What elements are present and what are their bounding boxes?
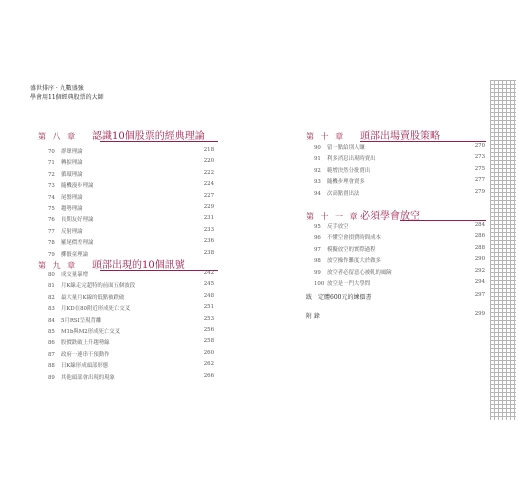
appendix-entry[interactable]: [306, 311, 485, 320]
chapter-number: 第 八 章: [38, 132, 78, 141]
toc-entry[interactable]: [314, 256, 485, 267]
entry-page: 233: [203, 226, 214, 233]
toc-entry[interactable]: [48, 327, 214, 338]
toc-entry[interactable]: [48, 204, 214, 215]
entry-number: 92: [314, 167, 321, 174]
entry-number: 78: [48, 240, 55, 247]
entry-title: 趨勢理論: [61, 205, 83, 212]
toc-entry[interactable]: [48, 170, 214, 181]
book-title-line-1: 盛世排序 · 九數盛強: [30, 85, 84, 92]
toc-entry[interactable]: [314, 268, 485, 279]
toc-entry[interactable]: [48, 193, 214, 204]
entry-page: 245: [203, 281, 214, 288]
entry-title: 放空者必留意心被軋的風險: [327, 269, 392, 276]
entry-page: 258: [203, 338, 214, 345]
toc-entry[interactable]: [48, 238, 214, 249]
chapter-heading: [306, 127, 440, 142]
toc-entry[interactable]: [48, 350, 214, 361]
entry-number: 99: [314, 269, 321, 276]
toc-list: [48, 147, 214, 261]
chapter-rule: [100, 141, 218, 142]
chapter-heading: [38, 256, 185, 271]
entry-page: 256: [203, 326, 214, 333]
toc-entry[interactable]: [314, 166, 485, 177]
entry-page: 227: [203, 192, 214, 199]
entry-page: 220: [203, 158, 214, 165]
entry-title: 擲骰童理論: [61, 251, 88, 258]
entry-number: 98: [314, 258, 321, 265]
toc-entry[interactable]: [48, 304, 214, 315]
entry-title: 放空操作難度大於做多: [327, 258, 381, 265]
toc-entry[interactable]: [48, 147, 214, 158]
toc-entry[interactable]: [48, 373, 214, 384]
entry-number: 83: [48, 306, 55, 313]
entry-title: 模擬放空的實際過程: [327, 246, 376, 253]
entry-title: 隨機步理會賣多: [327, 179, 365, 186]
entry-title: 股價跌破上升趨勢線: [61, 340, 110, 347]
toc-entry[interactable]: [48, 158, 214, 169]
entry-title: 日K線形成頭部形態: [61, 363, 109, 370]
entry-number: 81: [48, 283, 55, 290]
entry-title: 範增決然分批賣出: [327, 167, 371, 174]
entry-title: 月KD在80附近形成死亡交叉: [61, 306, 131, 313]
entry-title: 羅尾價差理論: [61, 240, 94, 247]
entry-number: 70: [48, 149, 55, 155]
entry-number: 97: [314, 246, 321, 253]
entry-page: 236: [203, 238, 214, 245]
entry-page: 231: [203, 215, 214, 222]
entry-page: 248: [203, 292, 214, 299]
entry-page: 224: [203, 181, 214, 188]
toc-entry[interactable]: [48, 361, 214, 372]
postscript-page: 297: [474, 292, 485, 298]
entry-page: 290: [474, 256, 485, 263]
entry-title: 留一點給別人賺: [327, 145, 365, 151]
entry-title: 隨機漫步理論: [61, 183, 94, 190]
toc-entry[interactable]: [48, 316, 214, 327]
postscript-entry[interactable]: [306, 292, 485, 301]
entry-title: 成交量暴增: [61, 272, 88, 278]
entry-page: 284: [474, 222, 485, 228]
entry-number: 87: [48, 351, 55, 358]
entry-title: 不懂空會損費時間成本: [327, 235, 381, 242]
toc-entry[interactable]: [48, 181, 214, 192]
entry-page: 279: [474, 188, 485, 195]
entry-number: 77: [48, 228, 55, 235]
entry-number: 72: [48, 171, 55, 178]
toc-entry[interactable]: [48, 293, 214, 304]
entry-title: 長期友好理論: [61, 217, 94, 224]
toc-entry[interactable]: [48, 338, 214, 349]
appendix-page: 299: [474, 311, 485, 317]
entry-number: 96: [314, 235, 321, 242]
toc-entry[interactable]: [314, 154, 485, 165]
entry-number: 95: [314, 224, 321, 230]
toc-entry[interactable]: [314, 222, 485, 233]
chapter-number: 第 十 章: [306, 132, 346, 141]
toc-entry[interactable]: [48, 227, 214, 238]
entry-number: 85: [48, 328, 55, 335]
entry-page: 242: [203, 270, 214, 276]
entry-number: 80: [48, 272, 55, 278]
entry-title: 轉捩理論: [61, 160, 83, 167]
toc-entry[interactable]: [314, 233, 485, 244]
entry-title: 最大量月K線的低點被跌破: [61, 294, 125, 301]
chapter-title: 頭部出現的10個訊號: [92, 260, 185, 271]
entry-title: 利多消息出現時賣出: [327, 156, 376, 163]
entry-title: 尾盤理論: [61, 194, 83, 201]
toc-entry[interactable]: [314, 143, 485, 154]
toc-entry[interactable]: [48, 270, 214, 281]
grid-pattern: [490, 80, 516, 420]
entry-page: 275: [474, 165, 485, 172]
toc-entry[interactable]: [314, 279, 485, 290]
chapter-rule: [360, 141, 486, 142]
entry-title: 群眾理論: [61, 149, 83, 155]
entry-number: 94: [314, 190, 321, 197]
entry-number: 89: [48, 374, 55, 381]
entry-title: 放空是一門大學問: [327, 280, 371, 287]
entry-number: 79: [48, 251, 55, 258]
toc-entry[interactable]: [314, 189, 485, 200]
entry-page: 238: [203, 249, 214, 256]
entry-page: 260: [203, 349, 214, 356]
entry-number: 76: [48, 217, 55, 224]
chapter-number: 第 十 一 章: [306, 212, 360, 221]
entry-title: M1b與M2形成死亡交叉: [61, 328, 121, 335]
chapter-rule: [400, 220, 486, 221]
entry-number: 75: [48, 205, 55, 212]
chapter-title: 頭部出場賣股策略: [360, 131, 440, 142]
entry-title: 其他頭部會出現的現象: [61, 374, 115, 381]
entry-number: 71: [48, 160, 55, 167]
toc-entry[interactable]: [48, 215, 214, 226]
entry-page: 222: [203, 169, 214, 176]
entry-title: 政府一連串干預動作: [61, 351, 110, 358]
entry-number: 84: [48, 317, 55, 324]
entry-page: 286: [474, 233, 485, 240]
appendix-label: 附 錄: [306, 313, 320, 320]
entry-number: 86: [48, 340, 55, 347]
entry-title: 反手放空: [327, 224, 349, 230]
toc-list: [314, 143, 485, 200]
entry-number: 100: [314, 280, 325, 287]
entry-title: 反射理論: [61, 228, 83, 235]
book-title-line-2: 學會用11個經典股票的大師: [30, 94, 104, 101]
toc-entry[interactable]: [314, 245, 485, 256]
chapter-heading: [38, 127, 205, 142]
entry-title: 5月RSI呈現背離: [61, 317, 102, 324]
entry-page: 270: [474, 143, 485, 149]
entry-page: 262: [203, 361, 214, 368]
entry-number: 74: [48, 194, 55, 201]
entry-number: 91: [314, 156, 321, 163]
entry-page: 251: [203, 304, 214, 311]
toc-list: [48, 270, 214, 384]
entry-number: 90: [314, 145, 321, 151]
entry-number: 93: [314, 179, 321, 186]
entry-title: 次高點賣出法: [327, 190, 360, 197]
entry-number: 73: [48, 183, 55, 190]
entry-title: 循環理論: [61, 171, 83, 178]
chapter-title: 必須學會放空: [360, 211, 420, 222]
entry-number: 82: [48, 294, 55, 301]
entry-page: 292: [474, 267, 485, 274]
entry-page: 218: [203, 147, 214, 153]
chapter-number: 第 九 章: [38, 261, 78, 270]
entry-page: 266: [203, 372, 214, 379]
chapter-title: 認識10個股票的經典理論: [92, 131, 205, 142]
entry-page: 253: [203, 315, 214, 322]
entry-page: 294: [474, 278, 485, 285]
entry-page: 288: [474, 244, 485, 251]
postscript-label: 跋 定體600元的練價書: [306, 294, 372, 301]
entry-page: 229: [203, 203, 214, 210]
entry-page: 277: [474, 177, 485, 184]
entry-number: 88: [48, 363, 55, 370]
toc-entry[interactable]: [48, 281, 214, 292]
entry-title: 月K線走完超特的前面五個波段: [61, 283, 136, 290]
toc-list: [314, 222, 485, 290]
toc-entry[interactable]: [314, 177, 485, 188]
book-title: [30, 84, 104, 102]
entry-page: 273: [474, 154, 485, 161]
